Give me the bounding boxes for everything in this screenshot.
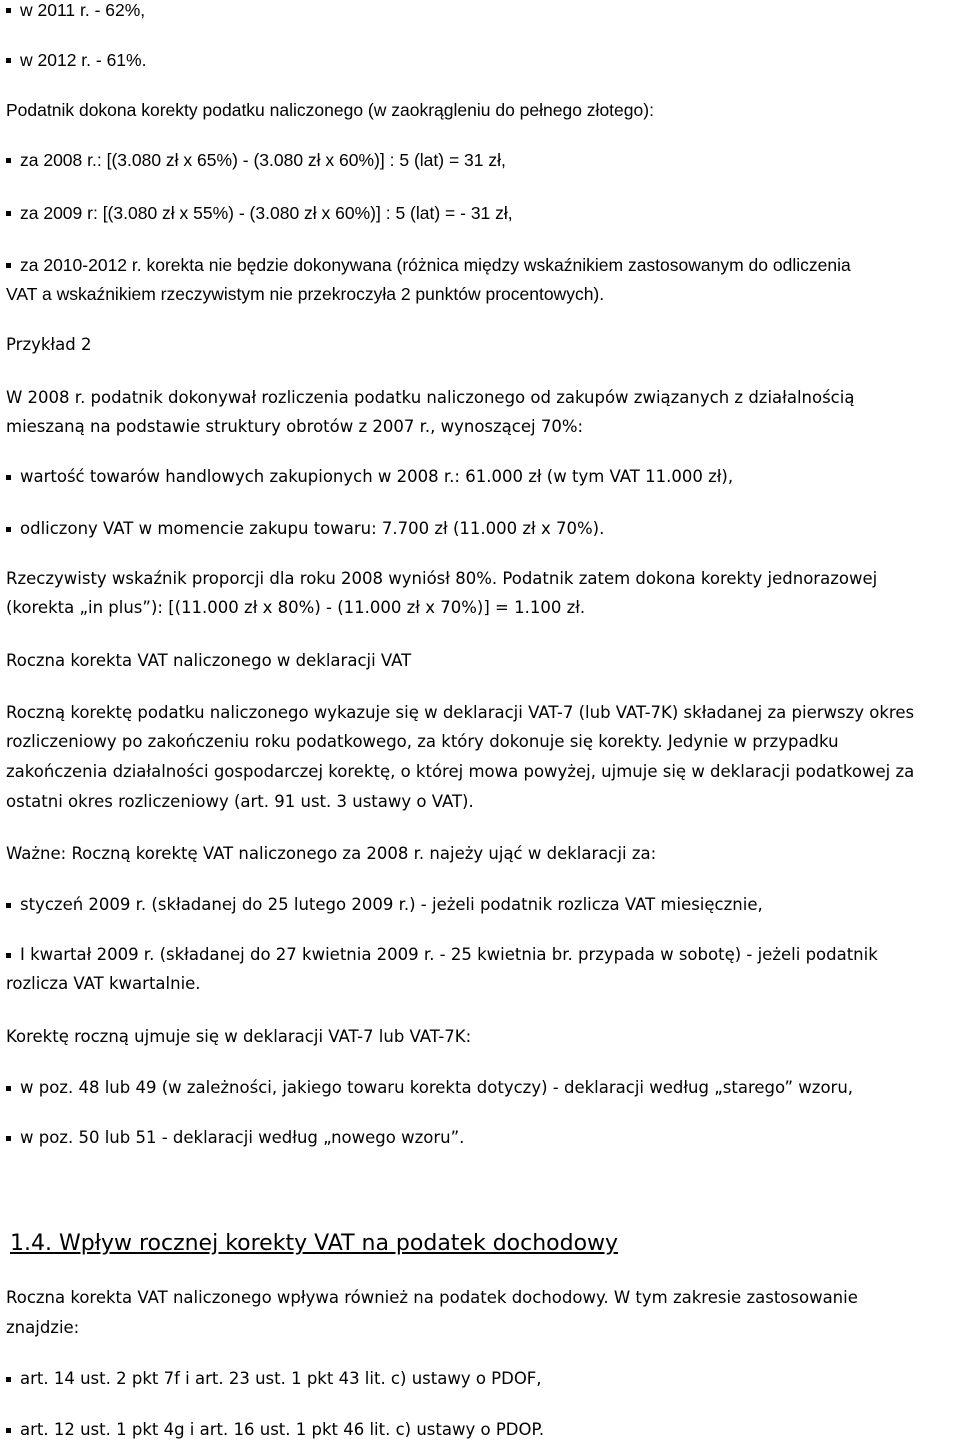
paragraph-line: Rzeczywisty wskaźnik proporcji dla roku 2008 wyniósł 80%. Podatnik zatem dokona korekty jednorazowej: [6, 569, 878, 588]
paragraph-line: Podatnik dokona korekty podatku naliczonego (w zaokrągleniu do pełnego złotego):: [6, 100, 654, 120]
paragraph-line: W 2008 r. podatnik dokonywał rozliczenia podatku naliczonego od zakupów związanych z działalnością: [6, 388, 855, 407]
example-title: Przykład 2: [6, 335, 92, 354]
section-subheading: Roczna korekta VAT naliczonego w deklaracji VAT: [6, 651, 412, 670]
bullet-line: wartość towarów handlowych zakupionych w 2008 r.: 61.000 zł (w tym VAT 11.000 zł),: [6, 466, 733, 488]
note-line: Ważne: Roczną korektę VAT naliczonego za 2008 r. najeży ująć w deklaracji za:: [6, 844, 657, 863]
paragraph-line: zakończenia działalności gospodarczej korektę, o której mowa powyżej, ujmuje się w deklaracji podatkowej za: [6, 762, 915, 781]
paragraph-line: rozlicza VAT kwartalnie.: [6, 974, 201, 993]
paragraph-line: Roczna korekta VAT naliczonego wpływa również na podatek dochodowy. W tym zakresie zastosowanie: [6, 1288, 858, 1307]
paragraph-line: Roczną korektę podatku naliczonego wykazuje się w deklaracji VAT-7 (lub VAT-7K) składanej za pierwszy okres: [6, 703, 915, 722]
bullet-line: w 2011 r. - 62%,: [6, 0, 145, 21]
bullet-line: odliczony VAT w momencie zakupu towaru: 7.700 zł (11.000 zł x 70%).: [6, 518, 604, 540]
bullet-line: styczeń 2009 r. (składanej do 25 lutego 2009 r.) - jeżeli podatnik rozlicza VAT miesięcznie,: [6, 894, 763, 916]
bullet-line: w poz. 50 lub 51 - deklaracji według „nowego wzoru”.: [6, 1127, 464, 1149]
section-heading: 1.4. Wpływ rocznej korekty VAT na podatek dochodowy: [10, 1231, 619, 1256]
bullet-line: w 2012 r. - 61%.: [6, 49, 146, 71]
bullet-line: za 2010-2012 r. korekta nie będzie dokonywana (różnica między wskaźnikiem zastosowanym do odliczenia: [6, 254, 851, 276]
bullet-line: za 2009 r: [(3.080 zł x 55%) - (3.080 zł x 60%)] : 5 (lat) = - 31 zł,: [6, 202, 513, 224]
paragraph-line: (korekta „in plus”): [(11.000 zł x 80%) - (11.000 zł x 70%)] = 1.100 zł.: [6, 598, 586, 617]
paragraph-line: mieszaną na podstawie struktury obrotów z 2007 r., wynoszącej 70%:: [6, 417, 584, 436]
paragraph-line: Korektę roczną ujmuje się w deklaracji VAT-7 lub VAT-7K:: [6, 1027, 472, 1046]
paragraph-line: znajdzie:: [6, 1318, 80, 1337]
paragraph-line: rozliczeniowy po zakończeniu roku podatkowego, za który dokonuje się korekty. Jedynie w przypadku: [6, 732, 839, 751]
bullet-line: art. 12 ust. 1 pkt 4g i art. 16 ust. 1 pkt 46 lit. c) ustawy o PDOP.: [6, 1419, 544, 1441]
paragraph-line: VAT a wskaźnikiem rzeczywistym nie przekroczyła 2 punktów procentowych).: [6, 284, 605, 304]
bullet-line: art. 14 ust. 2 pkt 7f i art. 23 ust. 1 pkt 43 lit. c) ustawy o PDOF,: [6, 1368, 542, 1390]
bullet-line: w poz. 48 lub 49 (w zależności, jakiego towaru korekta dotyczy) - deklaracji według „starego” wzoru,: [6, 1077, 853, 1099]
paragraph-line: ostatni okres rozliczeniowy (art. 91 ust. 3 ustawy o VAT).: [6, 792, 474, 811]
bullet-line: I kwartał 2009 r. (składanej do 27 kwietnia 2009 r. - 25 kwietnia br. przypada w sobotę) - jeżeli podatnik: [6, 944, 878, 966]
bullet-line: za 2008 r.: [(3.080 zł x 65%) - (3.080 zł x 60%)] : 5 (lat) = 31 zł,: [6, 149, 506, 171]
